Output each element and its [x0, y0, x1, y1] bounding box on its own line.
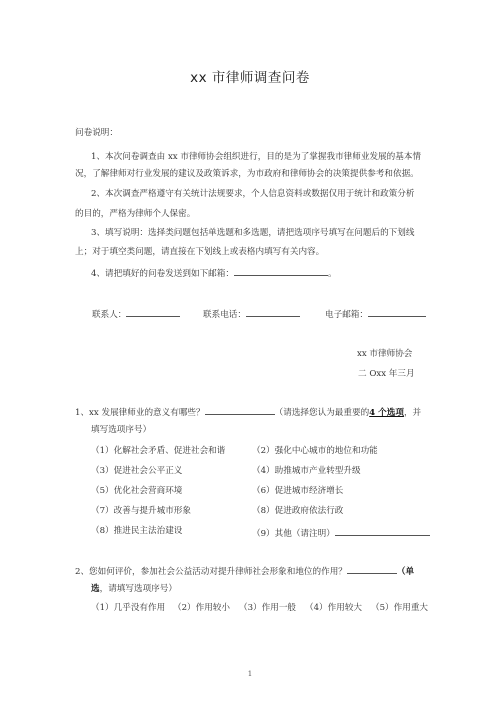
contact-email-label: 电子邮箱：: [325, 310, 368, 320]
contact-email: [325, 307, 426, 321]
q1-other-blank[interactable]: [335, 526, 430, 536]
email-answer-blank[interactable]: [234, 266, 328, 276]
page-title: xx 市律师调查问卷: [190, 70, 310, 86]
q2-prompt: 2、您如何评价，参加社会公益活动对提升律师社会形象和地位的作用？: [75, 567, 347, 577]
q2-option-3: （3）作用一般: [239, 603, 297, 613]
q1-line1: [75, 405, 421, 419]
q1-line2: 填写选项序号）: [91, 425, 152, 435]
q1-instruction-bold: 4 个选项: [369, 408, 404, 418]
q1-option-6: （6）促进城市经济增长: [252, 486, 344, 496]
q2-option-5: （5）作用重大: [371, 603, 429, 613]
q1-prompt: 1、xx 发展律师业的意义有哪些？: [75, 408, 205, 418]
contact-phone-label: 联系电话：: [203, 310, 246, 320]
intro-p4-prefix: 4、请把填好的问卷发送到如下邮箱：: [91, 269, 234, 279]
q2-single-choice-a: （单: [396, 567, 415, 577]
contact-phone: [203, 307, 300, 321]
intro-p1-line2: 况，了解律师对行业发展的建议及政策诉求，为市政府和律师协会的决策提供参考和依据。: [75, 169, 419, 179]
q1-answer-blank[interactable]: [205, 405, 275, 415]
contact-person-label: 联系人：: [92, 310, 127, 320]
q1-option-4: （4）助推城市产业转型升级: [252, 466, 361, 476]
page-number: 1: [247, 670, 253, 678]
q2-line2: [91, 584, 177, 595]
intro-p2-line1: 2、本次调查严格遵守有关统计法规要求，个人信息资料或数据仅用于统计和政策分析: [91, 189, 415, 199]
q2-option-1: （1）几乎没有作用: [91, 603, 166, 613]
q2-option-4: （4）作用较大: [305, 603, 363, 613]
signature-date: 二 Oxx 年三月: [358, 369, 415, 379]
q1-option-5: （5）优化社会营商环境: [91, 486, 183, 496]
q1-option-7: （7）改善与提升城市形象: [91, 506, 191, 516]
intro-p4-suffix: 。: [327, 269, 337, 279]
q1-option-9-label: （9）其他（请注明）: [252, 529, 335, 539]
q2-instruction: ，请填写选项序号）: [99, 584, 177, 594]
contact-email-blank[interactable]: [368, 307, 426, 317]
q2-option-2: （2）作用较小: [173, 603, 231, 613]
q1-instruction-b: ，并: [403, 408, 422, 418]
contact-phone-blank[interactable]: [246, 307, 300, 317]
q1-option-2: （2）强化中心城市的地位和功能: [252, 446, 378, 456]
intro-p3-line2: 上；对于填空类问题，请直接在下划线上或表格内填写有关内容。: [75, 247, 325, 257]
q1-instruction-a: （请选择您认为最重要的: [274, 408, 370, 418]
intro-p2-line2: 的目的，严格为律师个人保密。: [75, 209, 196, 219]
contact-person-blank[interactable]: [126, 307, 180, 317]
q2-single-choice-b: 选: [91, 584, 100, 594]
intro-p1-line1: 1、本次问卷调查由 xx 市律师协会组织进行，目的是为了掌握我市律师业发展的基本情: [91, 152, 422, 162]
q1-option-1: （1）化解社会矛盾、促进社会和谐: [91, 446, 226, 456]
q1-option-3: （3）促进社会公平正义: [91, 466, 183, 476]
q1-option-8b: （8）推进民主法治建设: [91, 526, 183, 536]
q2-answer-blank[interactable]: [347, 564, 397, 574]
signature-org: xx 市律师协会: [357, 349, 413, 359]
q1-option-9: [252, 526, 430, 540]
intro-p4: [91, 266, 337, 280]
contact-person: [92, 307, 180, 321]
q1-option-8a: （8）促进政府依法行政: [252, 506, 344, 516]
intro-p3-line1: 3、填写说明：选择类问题包括单选题和多选题，请把选项序号填写在问题后的下划线: [91, 228, 415, 238]
intro-heading: 问卷说明：: [75, 128, 118, 138]
q2-line1: [75, 564, 414, 578]
